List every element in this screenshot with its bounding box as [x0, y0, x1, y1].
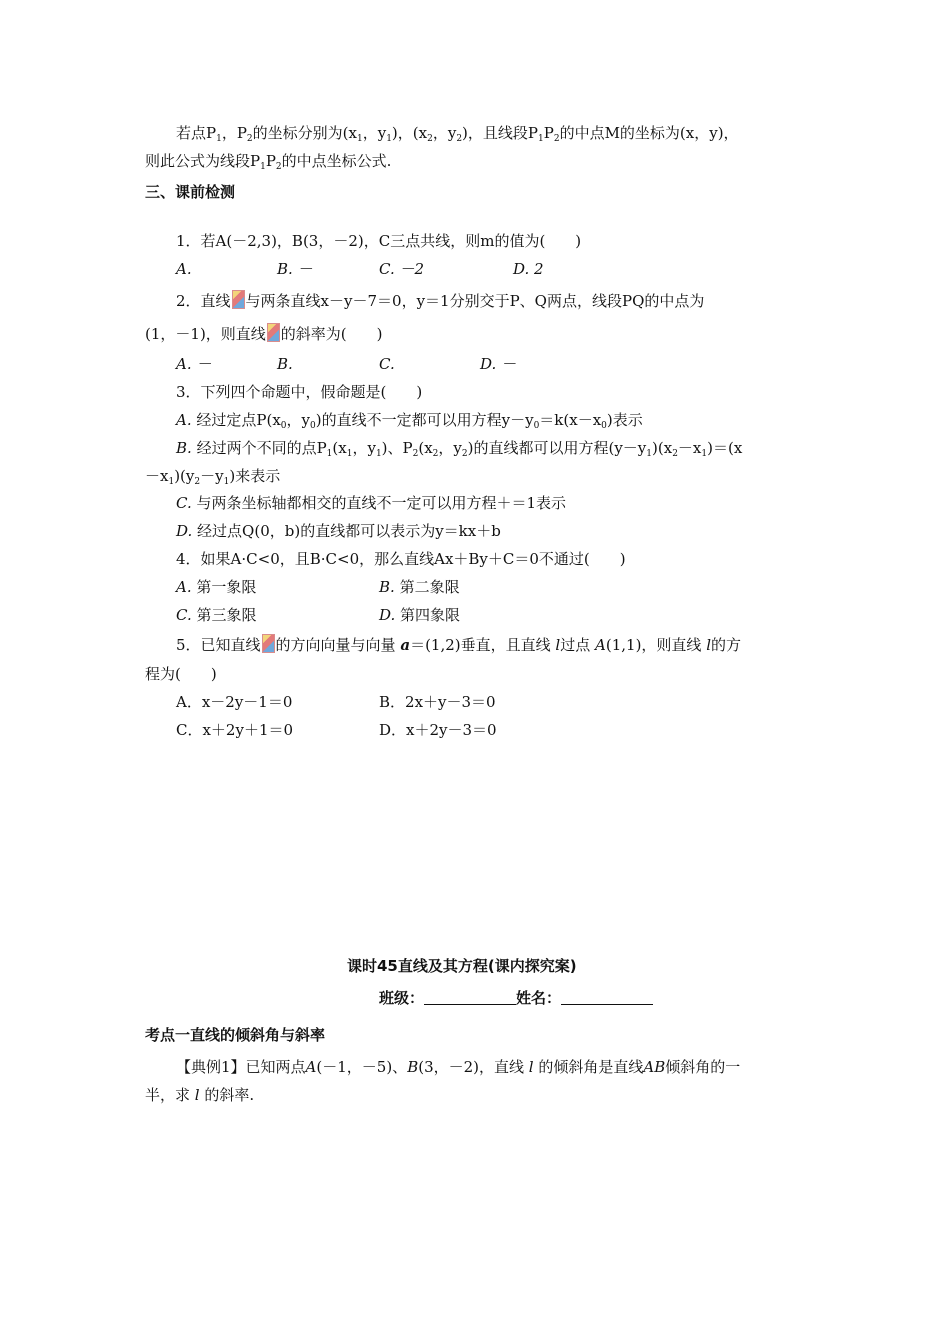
label: D. — [176, 522, 193, 540]
text: A — [595, 636, 606, 654]
text: －y — [200, 467, 224, 485]
name-label: 姓名： — [516, 989, 562, 1007]
intro-line-1 — [176, 123, 739, 143]
text: (1,1)，则直线 — [605, 636, 702, 654]
q3-option-b-line-2 — [145, 466, 280, 486]
example-line-1 — [176, 1057, 740, 1077]
text: 半，求 — [145, 1086, 191, 1104]
question-1-stem: 1．若A(－2,3)，B(3，－2)，C三点共线，则m的值为( ) — [176, 232, 582, 250]
text: 倾斜角的一 — [665, 1058, 741, 1076]
broken-image-icon — [267, 323, 280, 342]
subscript: 1 — [168, 477, 175, 487]
text: ，y — [352, 439, 376, 457]
text: ＝(1,2)垂直，且直线 — [410, 636, 551, 654]
text: 【典例1】已知两点 — [176, 1058, 306, 1076]
text: ，P — [221, 124, 247, 142]
q4-option-b — [379, 577, 460, 597]
q5-option-c: C．x＋2y＋1＝0 — [176, 721, 294, 739]
q1-option-b — [277, 259, 313, 279]
kaodian-title: 考点一直线的倾斜角与斜率 — [145, 1026, 326, 1044]
question-5-stem-line-2: 程为( ) — [145, 665, 217, 683]
q3-option-b-line-1 — [176, 438, 742, 458]
q3-option-c — [176, 493, 566, 513]
label: B. — [176, 439, 192, 457]
text: 过点 — [560, 636, 591, 654]
text: A — [305, 1058, 317, 1076]
text: (x — [332, 439, 347, 457]
q4-option-a — [176, 577, 256, 597]
subscript: 2 — [456, 134, 463, 144]
q1-option-c — [379, 259, 424, 279]
text: 与两条坐标轴都相交的直线不一定可以用方程＋＝1表示 — [196, 494, 567, 512]
text: 5．已知直线 — [176, 636, 261, 654]
text: －x — [677, 439, 702, 457]
question-2-stem-line-2 — [145, 323, 383, 344]
q2-option-c: C. — [379, 355, 395, 373]
text: l — [194, 1086, 200, 1104]
text: )的直线不一定都可以用方程y－y — [315, 411, 534, 429]
text: C. －2 — [379, 260, 425, 278]
question-5-stem-line-1 — [176, 634, 741, 655]
text: ，y — [286, 411, 311, 429]
text: 的斜率为( ) — [280, 325, 383, 343]
subscript: 2 — [275, 162, 282, 172]
question-2-stem-line-1 — [176, 290, 704, 311]
text: l — [555, 636, 561, 654]
lesson-title: 课时45直线及其方程(课内探究案) — [347, 957, 577, 975]
text: )表示 — [606, 411, 643, 429]
text: 的倾斜角是直线 — [538, 1058, 644, 1076]
label: D. — [379, 606, 396, 624]
subscript: 0 — [280, 421, 287, 431]
q1-option-d — [513, 259, 544, 279]
text: P — [543, 124, 554, 142]
subscript: 2 — [427, 134, 433, 144]
text: 第三象限 — [196, 606, 257, 624]
text: 2．直线 — [176, 292, 231, 310]
text: )，且线段P — [462, 124, 538, 142]
text: )(y — [174, 467, 195, 485]
label: A. — [176, 578, 192, 596]
q3-option-a — [176, 410, 643, 430]
text: l — [528, 1058, 534, 1076]
text: 第四象限 — [400, 606, 461, 624]
q4-option-d — [379, 605, 460, 625]
text: AB — [643, 1058, 666, 1076]
subscript: 1 — [326, 449, 333, 459]
subscript: 2 — [412, 449, 419, 459]
text: (1，－1)，则直线 — [145, 325, 266, 343]
text: 第二象限 — [399, 578, 460, 596]
text: 若点P — [176, 124, 217, 142]
subscript: 2 — [432, 449, 439, 459]
text: (x — [418, 439, 433, 457]
text: ，y — [432, 124, 457, 142]
class-blank — [424, 990, 516, 1005]
label: A. — [176, 411, 192, 429]
subscript: 1 — [223, 477, 230, 487]
text: 的中点M的坐标为(x，y)， — [559, 124, 739, 142]
text: )，(x — [391, 124, 428, 142]
text: 的方向向量与向量 — [275, 636, 396, 654]
q4-option-c — [176, 605, 257, 625]
text: 的方 — [711, 636, 742, 654]
q3-option-d — [176, 521, 501, 541]
q2-option-d: D. － — [480, 355, 517, 373]
text: l — [706, 636, 712, 654]
text: B. － — [277, 260, 313, 278]
text: －x — [145, 467, 169, 485]
q5-option-a: A．x－2y－1＝0 — [176, 693, 293, 711]
text: 经过点Q(0，b)的直线都可以表示为y＝kx＋b — [197, 522, 501, 540]
text: ，y — [438, 439, 462, 457]
section-title: 三、课前检测 — [145, 183, 236, 201]
subscript: 2 — [194, 477, 201, 487]
subscript: 1 — [216, 134, 222, 144]
subscript: 2 — [246, 134, 253, 144]
subscript: 1 — [346, 449, 353, 459]
label: B. — [379, 578, 395, 596]
text: 与两条直线x－y－7＝0，y＝1分别交于P、Q两点，线段PQ的中点为 — [245, 292, 705, 310]
q5-option-d: D．x＋2y－3＝0 — [379, 721, 497, 739]
text: ，y — [362, 124, 387, 142]
example-line-2 — [145, 1085, 254, 1105]
intro-line-2 — [145, 151, 391, 171]
text: D. 2 — [513, 260, 544, 278]
text: )的直线都可以用方程(y－y — [467, 439, 647, 457]
text: (－1，－5)、 — [316, 1058, 408, 1076]
broken-image-icon — [232, 290, 245, 309]
question-3-stem: 3．下列四个命题中，假命题是( ) — [176, 383, 423, 401]
question-4-stem: 4．如果A·C<0，且B·C<0，那么直线Ax＋By＋C＝0不通过( ) — [176, 550, 626, 568]
text: 经过定点P(x — [196, 411, 281, 429]
q1-option-a: A. — [176, 260, 192, 278]
text: )来表示 — [229, 467, 281, 485]
text: 第一象限 — [196, 578, 257, 596]
text: 经过两个不同的点P — [196, 439, 327, 457]
subscript: 0 — [310, 421, 316, 431]
text: 则此公式为线段P — [145, 152, 261, 170]
class-name-line — [379, 988, 653, 1008]
text: )＝(x — [707, 439, 743, 457]
subscript: 1 — [701, 449, 708, 459]
broken-image-icon — [262, 634, 275, 653]
subscript: 2 — [553, 134, 560, 144]
text: 的斜率. — [204, 1086, 255, 1104]
text: 的坐标分别为(x — [252, 124, 357, 142]
subscript: 0 — [533, 421, 540, 431]
text: )(x — [652, 439, 673, 457]
subscript: 2 — [672, 449, 678, 459]
text: B — [407, 1058, 419, 1076]
q5-option-b: B．2x＋y－3＝0 — [379, 693, 496, 711]
label: C. — [176, 606, 192, 624]
subscript: 1 — [538, 134, 544, 144]
text: P — [265, 152, 276, 170]
text: )、P — [381, 439, 413, 457]
q2-option-a: A. － — [176, 355, 212, 373]
subscript: 1 — [375, 449, 382, 459]
class-label: 班级： — [379, 989, 425, 1007]
subscript: 1 — [646, 449, 653, 459]
q2-option-b: B. — [277, 355, 293, 373]
text: ＝k(x－x — [539, 411, 602, 429]
text: (3，－2)，直线 — [418, 1058, 525, 1076]
name-blank — [561, 990, 653, 1005]
subscript: 1 — [356, 134, 363, 144]
text: 的中点坐标公式. — [281, 152, 392, 170]
subscript: 1 — [386, 134, 392, 144]
label: C. — [176, 494, 192, 512]
subscript: 1 — [260, 162, 266, 172]
subscript: 2 — [461, 449, 468, 459]
vector-a: a — [400, 636, 411, 654]
subscript: 0 — [601, 421, 607, 431]
